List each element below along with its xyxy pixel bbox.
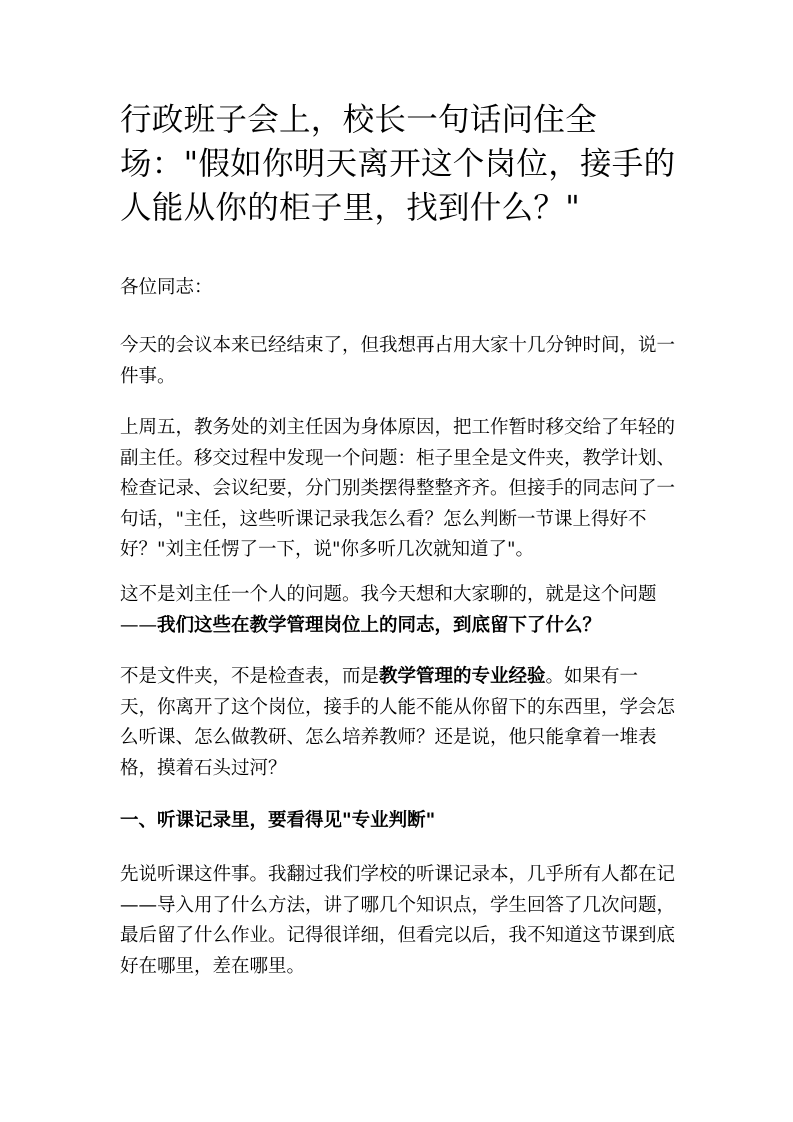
- paragraph-3-text: 这不是刘主任一个人的问题。我今天想和大家聊的，就是这个问题——: [120, 584, 657, 636]
- paragraph-4-text-end: 。如果有一天，你离开了这个岗位，接手的人能不能从你留下的东西里，学会怎么听课、怎么做教研、怎么培养教师？还是说，他只能拿着一堆表格，摸着石头过河？: [120, 666, 676, 779]
- paragraph-4: [120, 662, 675, 784]
- salutation: 各位同志：: [120, 277, 213, 298]
- paragraph-4-text-start: 不是文件夹，不是检查表，而是: [120, 666, 380, 687]
- paragraph-1: 今天的会议本来已经结束了，但我想再占用大家十几分钟时间，说一件事。: [120, 335, 676, 387]
- paragraph-5: 先说听课这件事。我翻过我们学校的听课记录本，几乎所有人都在记——导入用了什么方法，讲了哪几个知识点，学生回答了几次问题，最后留了什么作业。记得很详细，但看完以后，我不知道这节课到底好在哪里，差在哪里。: [120, 864, 676, 977]
- section-heading-1: 一、听课记录里，要看得见"专业判断": [120, 810, 436, 831]
- paragraph-2: 上周五，教务处的刘主任因为身体原因，把工作暂时移交给了年轻的副主任。移交过程中发现一个问题：柜子里全是文件夹，教学计划、检查记录、会议纪要，分门别类摆得整整齐齐。但接手的同志问了一句话，"主任，这些听课记录我怎么看？怎么判断一节课上得好不好？"刘主任愣了一下，说"你多听几次就知道了"。: [120, 417, 676, 560]
- paragraph-4-emphasis: 教学管理的专业经验: [379, 666, 546, 687]
- paragraph-3: [120, 580, 675, 641]
- paragraph-3-emphasis: 我们这些在教学管理岗位上的同志，到底留下了什么？: [157, 614, 602, 636]
- document-title: 行政班子会上，校长一句话问住全场："假如你明天离开这个岗位，接手的人能从你的柜子里，找到什么？": [120, 102, 676, 226]
